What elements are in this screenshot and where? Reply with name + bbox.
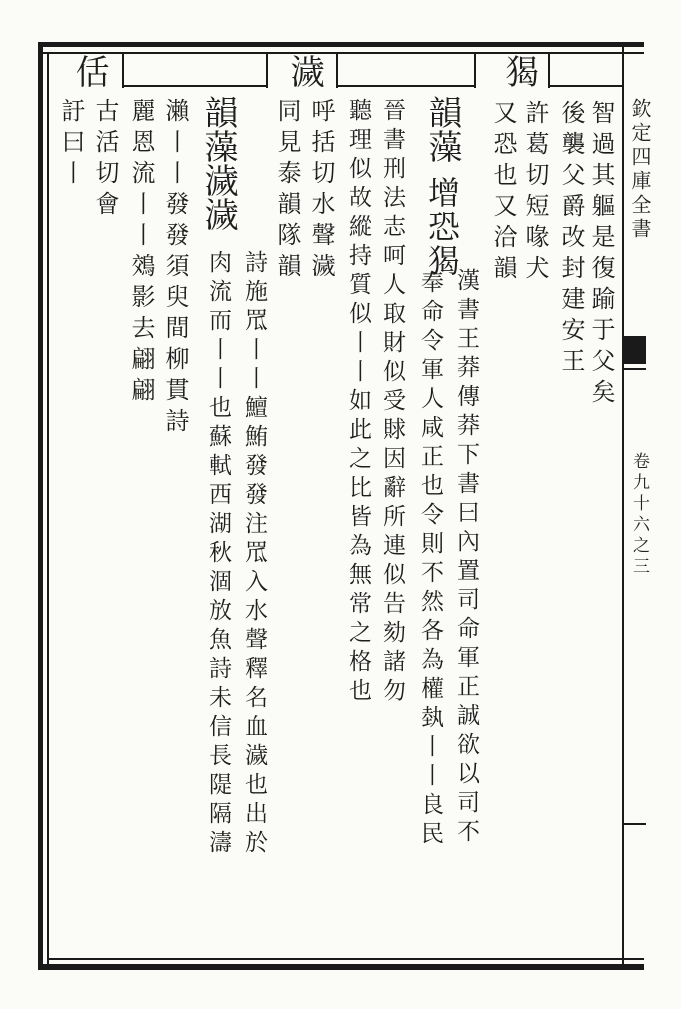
rime-label: 韻藻 xyxy=(422,95,462,163)
text-column-13: 瀨丨丨發發須臾間柳貫詩 xyxy=(161,98,189,439)
header-rule-2 xyxy=(336,85,474,87)
entry-heading-char: 猲 xyxy=(499,54,539,90)
rime-label: 韻藻濊濊 xyxy=(198,95,238,231)
text-column-3: 許葛切短喙犬 xyxy=(521,100,549,286)
tab-divider xyxy=(474,52,476,88)
text-column-7: 晉書刑法志呵人取財似受賕因辭所連似告劾諸勿 xyxy=(379,98,405,707)
text-column-16: 訏曰丨 xyxy=(57,98,85,191)
tab-divider xyxy=(548,52,550,88)
header-rule-1 xyxy=(122,85,268,87)
entry-heading-char: 佸 xyxy=(69,54,109,90)
frame-bottom-inner-border xyxy=(47,958,644,960)
text-column-15: 古活切會 xyxy=(91,98,119,222)
margin-volume-number: 卷九十六之三 xyxy=(629,452,649,578)
frame-top-border xyxy=(38,42,644,47)
text-column-10: 同見泰韻隊韻 xyxy=(273,98,301,284)
frame-left-inner-border xyxy=(47,52,49,964)
frame-bottom-border xyxy=(38,964,644,970)
text-column-14: 麗恩流丨丨鵁影去翩翩 xyxy=(127,98,155,408)
text-column-9: 呼括切水聲濊 xyxy=(307,98,335,284)
margin-lower-rule xyxy=(624,823,646,825)
tab-divider xyxy=(336,52,338,88)
tab-divider xyxy=(266,52,268,88)
text-column-2: 後襲父爵改封建安王 xyxy=(557,100,585,379)
frame-left-border xyxy=(38,42,43,970)
text-column-6: 奉命令軍人咸正也令則不然各為權埶丨丨良民 xyxy=(417,270,443,850)
text-column-11: 詩施罛丨丨鱣鮪發發注罛入水聲釋名血濊也出於 xyxy=(241,250,267,859)
fish-tail-rule xyxy=(624,368,646,370)
zeng-entry-label: 增恐猲 xyxy=(423,176,461,278)
fish-tail-mark xyxy=(624,336,646,364)
text-column-4: 又恐也又洽韻 xyxy=(489,100,517,286)
tab-divider xyxy=(122,52,124,88)
text-column-1: 智過其軀是復踰于父矣 xyxy=(587,100,615,410)
text-column-5: 漢書王莽傳莽下書曰內置司命軍正誠欲以司不 xyxy=(453,268,479,848)
margin-book-title: 欽定四庫全書 xyxy=(628,98,652,242)
frame-top-inner-border xyxy=(38,52,644,54)
text-column-12: 肉流而丨丨也蘇軾西湖秋涸放魚詩未信長隄隔濤 xyxy=(205,250,231,859)
header-rule-3 xyxy=(548,85,622,87)
text-column-8: 聽理似故縱持質似丨丨如此之比皆為無常之格也 xyxy=(345,98,371,707)
entry-heading-char: 濊 xyxy=(284,54,324,90)
